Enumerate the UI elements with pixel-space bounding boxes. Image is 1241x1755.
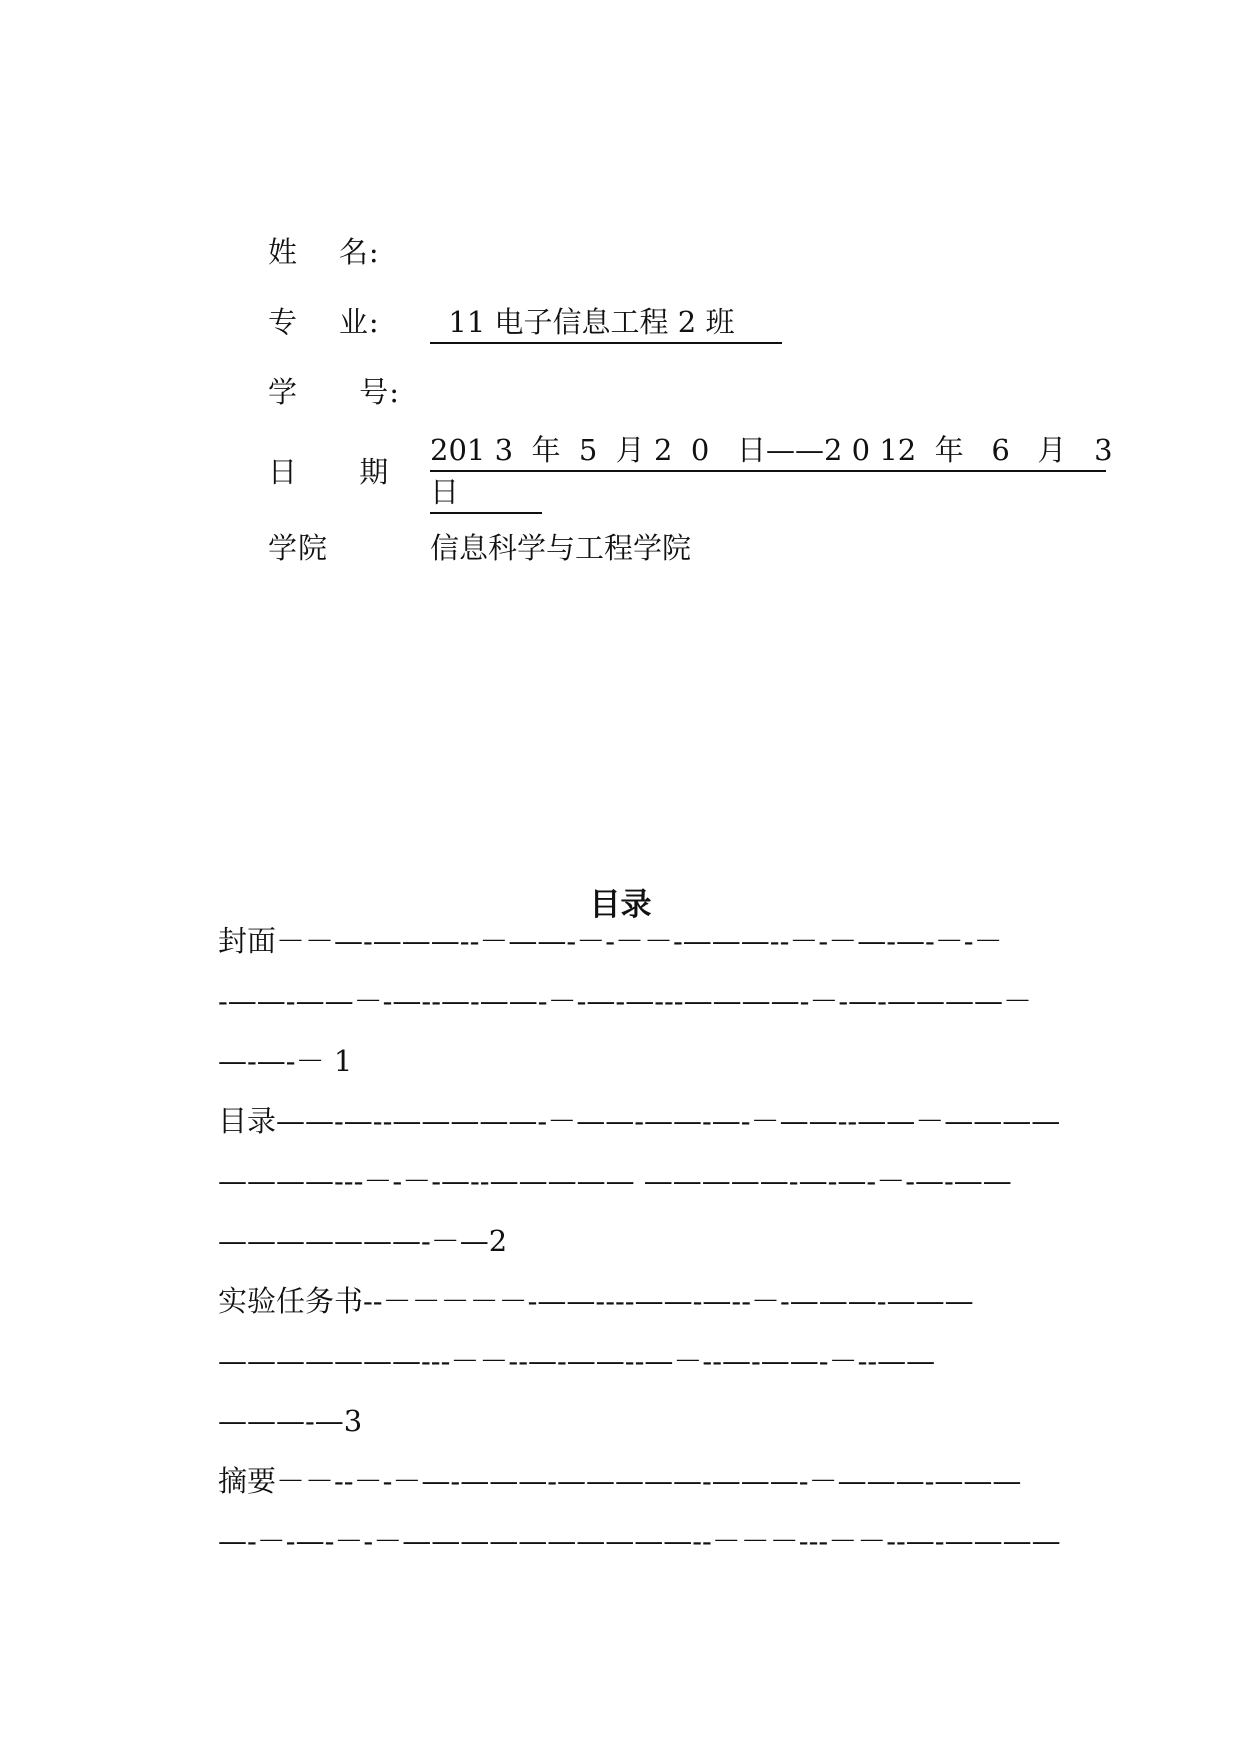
toc-line: ————---－-－-—--————— —————-—-—-－-—-—— xyxy=(218,1164,1012,1198)
toc-line: 摘要－－--－-－—-———-—————-———-－———-——— xyxy=(218,1464,1022,1498)
toc-line: ———————---－－--—-——--—－--—-——-－--—— xyxy=(218,1344,936,1378)
toc-line: 目录——-—--—————-－——-——-—-－——--——－———— xyxy=(218,1104,1061,1138)
college-label: 学院 xyxy=(268,531,329,565)
date-value-line2: 日 xyxy=(430,472,542,514)
toc-line: —-－-—-－-－——————————--－－－---－－--—-———— xyxy=(218,1524,1061,1558)
toc-line: ———————-－—2 xyxy=(218,1224,508,1258)
toc-line: —-—-－ 1 xyxy=(218,1044,353,1078)
toc-line: 封面－－—-———--－——-－-－－-———--－-－—-—-－-－ xyxy=(218,924,1003,958)
major-label: 专 业: xyxy=(268,305,380,339)
date-value-line1: 201 3 年 5 月 2 0 日——2 0 12 年 6 月 3 xyxy=(430,430,1106,472)
toc-line: ———-—3 xyxy=(218,1404,363,1438)
toc-line: -——-——－-—--—-——-－-—-—---————-－-—-————－ xyxy=(218,984,1032,1018)
date-label: 日 期 xyxy=(268,455,390,489)
name-label: 姓 名: xyxy=(268,235,380,269)
toc-title: 目录 xyxy=(589,887,652,923)
student-id-label: 学 号: xyxy=(268,375,401,409)
toc-line: 实验任务书--－－－－－-——----——-—--－-———-——— xyxy=(218,1284,974,1318)
college-value: 信息科学与工程学院 xyxy=(430,531,692,565)
major-value: 11 电子信息工程 2 班 xyxy=(430,302,782,344)
